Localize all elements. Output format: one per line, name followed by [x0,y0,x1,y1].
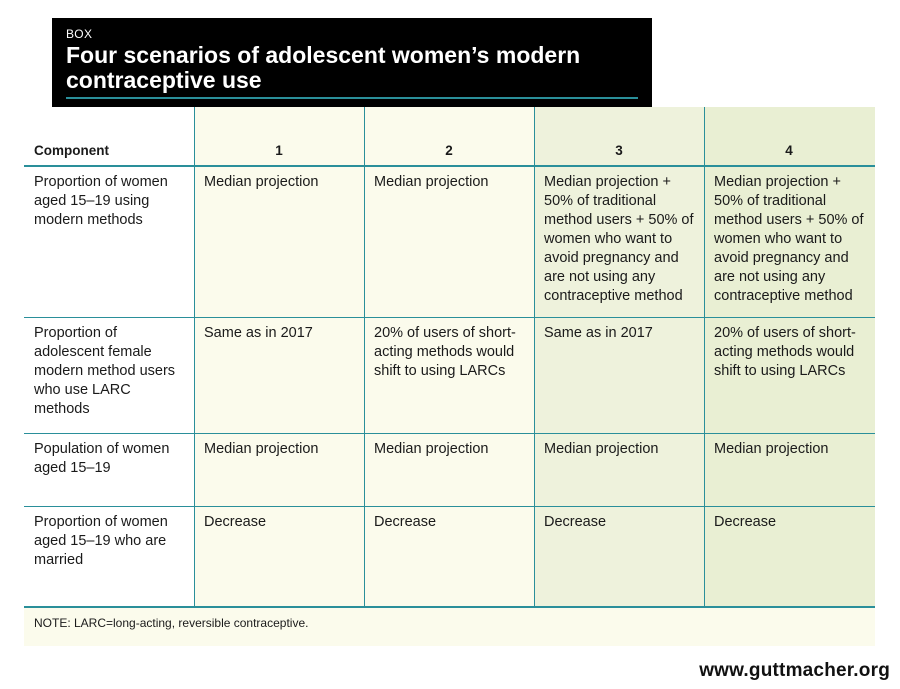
row1-scenario-4: Median projection + 50% of traditional method users + 50% of women who want to avoid pregnancy and are not using any contraceptive method [714,174,864,304]
row4-scenario-2: Decrease [374,514,437,530]
row3-scenario-1: Median projection [204,441,319,457]
row4-scenario-1: Decrease [204,514,267,530]
column-divider [364,107,365,607]
row3-scenario-2: Median projection [374,441,489,457]
row2-scenario-4: 20% of users of short-acting methods would shift to using LARCs [714,325,856,379]
row3-scenario-3: Median projection [544,441,659,457]
row2-scenario-1: Same as in 2017 [204,325,313,341]
table-note: NOTE: LARC=long-acting, reversible contraceptive. [34,616,309,630]
table-bottom-rule [24,606,875,608]
column-divider [194,107,195,607]
box-title-block [52,18,652,107]
row1-scenario-1: Median projection [204,174,319,190]
header-component: Component [34,143,109,158]
header-rule [24,165,875,167]
row-divider [24,506,875,507]
row2-scenario-3: Same as in 2017 [544,325,653,341]
footer-url[interactable]: www.guttmacher.org [699,660,890,681]
row4-component: Proportion of women aged 15–19 who are married [34,514,168,568]
row4-scenario-4: Decrease [714,514,777,530]
row3-scenario-4: Median projection [714,441,829,457]
header-scenario-2: 2 [445,143,453,158]
row3-component: Population of women aged 15–19 [34,441,170,476]
row4-scenario-3: Decrease [544,514,607,530]
scenarios-table [24,107,875,646]
column-divider [704,107,705,607]
row-divider [24,433,875,434]
row1-component: Proportion of women aged 15–19 using modern methods [34,174,168,228]
column-divider [534,107,535,607]
box-label: BOX [66,27,93,41]
header-scenario-4: 4 [785,143,793,158]
row1-scenario-3: Median projection + 50% of traditional method users + 50% of women who want to avoid pregnancy and are not using any contraceptive method [544,174,694,304]
row2-scenario-2: 20% of users of short-acting methods would shift to using LARCs [374,325,516,379]
row1-scenario-2: Median projection [374,174,489,190]
header-scenario-1: 1 [275,143,283,158]
header-scenario-3: 3 [615,143,623,158]
row-divider [24,317,875,318]
row2-component: Proportion of adolescent female modern method users who use LARC methods [34,325,176,417]
title-rule [66,97,638,99]
box-title: Four scenarios of adolescent women’s modern contraceptive use [66,42,581,93]
